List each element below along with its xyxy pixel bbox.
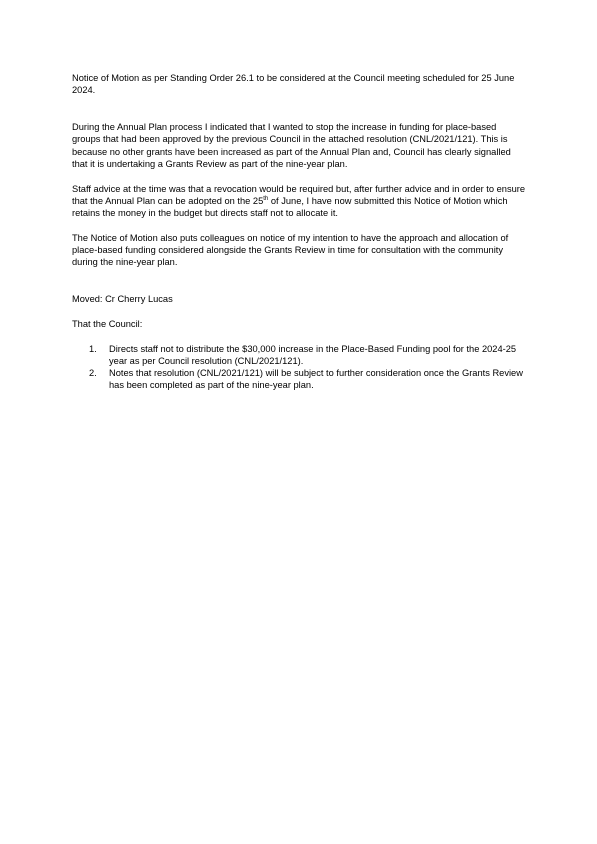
intro-paragraph: Notice of Motion as per Standing Order 26.1 to be considered at the Council meeting scheduled for 25 June 2024. (72, 73, 515, 96)
spacer (72, 269, 527, 294)
list-item-text: Directs staff not to distribute the $30,000 increase in the Place-Based Funding pool for the 2024-25 year as per Council resolution (CNL/2021/121). (109, 343, 517, 366)
spacer (72, 330, 527, 342)
spacer (72, 220, 527, 232)
staff-advice-text-start: Staff advice at the time was that a revocation would be required but, after further advice and in order to ensure that the Annual Plan can be adopted on the 25 (72, 183, 526, 206)
intention-paragraph: The Notice of Motion also puts colleagues on notice of my intention to have the approach and allocation of place-based funding considered alongside the Grants Review in time for consultation with the community during the nine-year plan. (72, 232, 509, 268)
ordinal-superscript: th (263, 195, 269, 202)
spacer (72, 97, 527, 122)
resolution-list (72, 343, 527, 392)
list-item (72, 343, 527, 368)
staff-advice-text-end: of June, I have now submitted this Notice of Motion which retains the money in the budget but directs staff not to allocate it. (72, 195, 508, 219)
moved-by-line: Moved: Cr Cherry Lucas (72, 294, 173, 305)
notice-of-motion-body (72, 72, 527, 392)
staff-advice-paragraph (72, 183, 527, 220)
background-paragraph: During the Annual Plan process I indicated that I wanted to stop the increase in funding for place-based groups that had been approved by the previous Council in the attached resolution (CNL/2021/121). This is because no other grants have been increased as part of the Annual Plan and, Council has clearly signalled that it is undertaking a Grants Review as part of the nine-year plan. (72, 122, 511, 170)
list-item-text: Notes that resolution (CNL/2021/121) will be subject to further consideration once the Grants Review has been completed as part of the nine-year plan. (109, 368, 523, 391)
resolution-lead-in: That the Council: (72, 318, 143, 329)
spacer (72, 306, 527, 318)
list-item (72, 367, 527, 392)
spacer (72, 170, 527, 182)
list-item-number: 2. (89, 368, 97, 379)
list-item-number: 1. (89, 343, 97, 354)
